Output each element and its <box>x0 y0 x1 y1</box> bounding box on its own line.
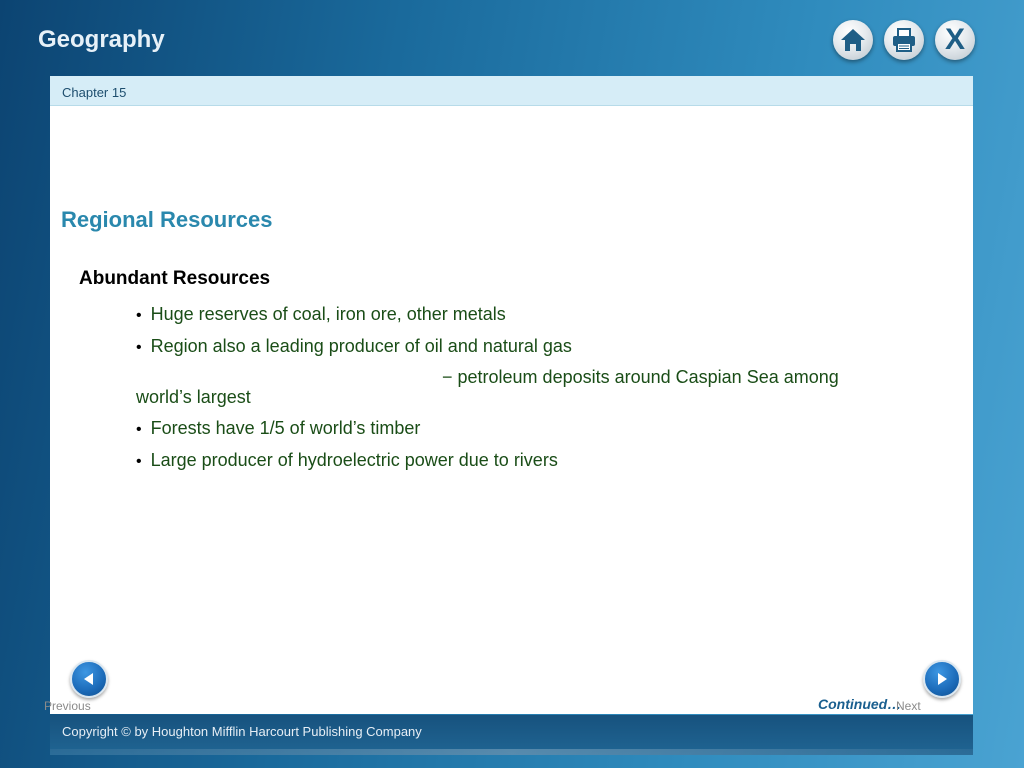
previous-button[interactable] <box>70 660 108 698</box>
copyright-text: Copyright © by Houghton Mifflin Harcourt Publishing Company <box>62 724 422 739</box>
previous-label[interactable]: Previous <box>44 699 91 713</box>
app-title: Geography <box>38 26 165 53</box>
bullet-text: Huge reserves of coal, iron ore, other metals <box>150 304 506 324</box>
bullet-icon: • <box>136 339 142 356</box>
print-button[interactable] <box>884 20 924 60</box>
footer-divider <box>50 749 973 755</box>
bullet-item <box>136 304 506 325</box>
chapter-label: Chapter 15 <box>62 85 127 100</box>
continued-label: Continued… <box>818 696 902 712</box>
printer-icon <box>890 26 918 54</box>
sub-point-line-1: − petroleum deposits around Caspian Sea among <box>442 367 839 387</box>
close-icon: X <box>944 23 965 56</box>
next-label[interactable]: Next <box>896 699 921 713</box>
next-button[interactable] <box>923 660 961 698</box>
bullet-text: Region also a leading producer of oil and natural gas <box>150 336 572 356</box>
section-title: Regional Resources <box>61 207 273 232</box>
bullet-icon: • <box>136 453 142 470</box>
bullet-text: Forests have 1/5 of world’s timber <box>150 418 421 438</box>
home-icon <box>839 26 867 54</box>
bullet-item <box>136 418 420 439</box>
chapter-bar <box>50 76 973 106</box>
content-panel <box>50 76 973 714</box>
sub-point-line-2: world’s largest <box>136 387 251 407</box>
bullet-icon: • <box>136 421 142 438</box>
bullet-item <box>136 450 558 471</box>
home-button[interactable] <box>833 20 873 60</box>
arrow-right-icon <box>934 671 950 687</box>
close-button[interactable] <box>935 20 975 60</box>
bullet-item <box>136 336 572 357</box>
bullet-icon: • <box>136 307 142 324</box>
sub-heading: Abundant Resources <box>79 268 271 289</box>
arrow-left-icon <box>81 671 97 687</box>
bullet-text: Large producer of hydroelectric power due to rivers <box>150 450 558 470</box>
